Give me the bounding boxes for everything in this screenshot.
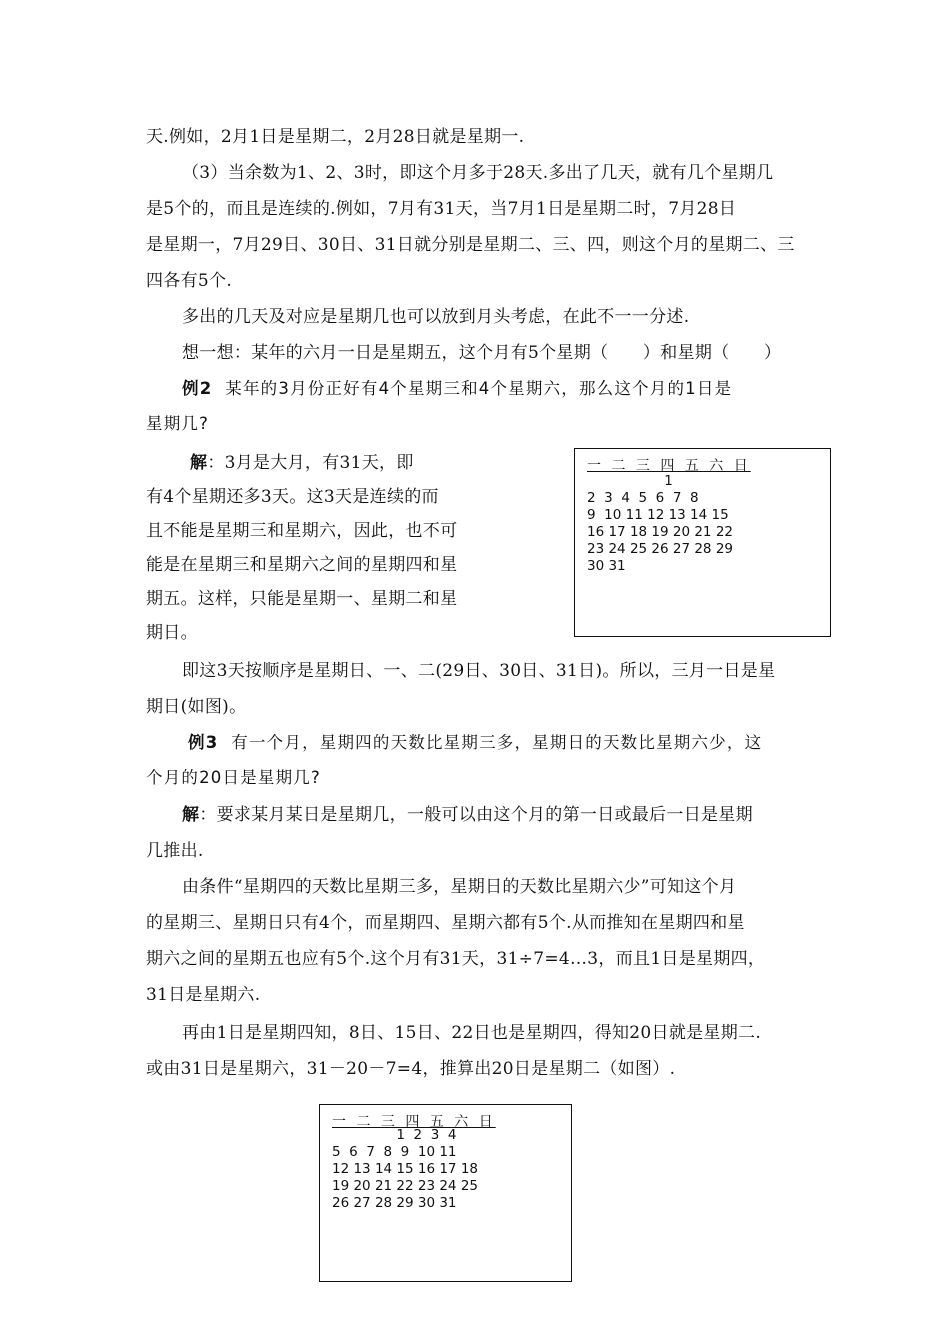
example-2-line xyxy=(182,378,732,400)
paragraph-line: 是星期一，7月29日、30日、31日就分别是星期二、三、四，则这个月的星期二、三 xyxy=(146,235,795,255)
example-3-line: 个月的20日是星期几? xyxy=(146,768,321,787)
paragraph-line: 四各有5个. xyxy=(146,271,233,291)
solution-3-line: 几推出. xyxy=(146,841,204,861)
solution-3-line xyxy=(182,804,753,826)
example-2-text: 某年的3月份正好有4个星期三和4个星期六，那么这个月的1日是 xyxy=(225,379,733,398)
example-3-line xyxy=(188,732,762,754)
calendar-row: 2 3 4 5 6 7 8 xyxy=(587,490,699,506)
solution-text: ：3月是大月，有31天，即 xyxy=(207,453,414,473)
paragraph-line: （3）当余数为1、2、3时，即这个月多于28天.多出了几天，就有几个星期几 xyxy=(182,163,774,183)
calendar-row: 23 24 25 26 27 28 29 xyxy=(587,541,733,557)
calendar-row: 1 2 3 4 xyxy=(332,1127,457,1143)
calendar-row: 16 17 18 19 20 21 22 xyxy=(587,524,733,540)
example-2-label: 例2 xyxy=(182,379,213,398)
solution-2-line: 且不能是星期三和星期六，因此，也不可 xyxy=(146,521,458,541)
solution-2-line: 能是在星期三和星期六之间的星期四和星 xyxy=(146,555,458,575)
solution-2-line: 期日(如图)。 xyxy=(146,697,247,717)
paragraph-line: 天.例如，2月1日是星期二，2月28日就是星期一. xyxy=(146,127,525,147)
solution-2-line xyxy=(190,452,414,474)
calendar-row: 30 31 xyxy=(587,558,626,574)
solution-2-line: 期日。 xyxy=(146,623,198,643)
solution-3-line: 由条件“星期四的天数比星期三多，星期日的天数比星期六少”可知这个月 xyxy=(182,877,737,897)
solution-text: ：要求某月某日是星期几，一般可以由这个月的第一日或最后一日是星期 xyxy=(199,805,753,825)
solution-2-line: 即这3天按顺序是星期日、一、二(29日、30日、31日)。所以，三月一日是星 xyxy=(182,661,776,681)
calendar-row: 12 13 14 15 16 17 18 xyxy=(332,1161,478,1177)
example-2-line: 星期几? xyxy=(146,414,210,433)
calendar-row: 9 10 11 12 13 14 15 xyxy=(587,507,729,523)
calendar-header: 一 二 三 四 五 六 日 xyxy=(332,1114,496,1130)
calendar-row: 26 27 28 29 30 31 xyxy=(332,1195,457,1211)
solution-3-line: 31日是星期六. xyxy=(146,985,261,1005)
think-question: 想一想：某年的六月一日是星期五，这个月有5个星期（ ）和星期（ ） xyxy=(182,343,782,363)
calendar-march xyxy=(574,448,831,637)
calendar-row: 19 20 21 22 23 24 25 xyxy=(332,1178,478,1194)
solution-3-line: 再由1日是星期四知，8日、15日、22日也是星期四，得知20日就是星期二. xyxy=(182,1023,762,1043)
solution-label: 解 xyxy=(182,805,200,825)
paragraph-line: 是5个的，而且是连续的.例如，7月有31天，当7月1日是星期二时，7月28日 xyxy=(146,199,737,219)
solution-3-line: 或由31日是星期六，31－20－7=4，推算出20日是星期二（如图）. xyxy=(146,1059,676,1079)
solution-3-line: 期六之间的星期五也应有5个.这个月有31天，31÷7=4…3，而且1日是星期四， xyxy=(146,949,766,969)
solution-3-line: 的星期三、星期日只有4个，而星期四、星期六都有5个.从而推知在星期四和星 xyxy=(146,913,745,933)
solution-label: 解 xyxy=(190,453,208,473)
calendar-example-3 xyxy=(319,1104,572,1282)
solution-2-line: 有4个星期还多3天。这3天是连续的而 xyxy=(146,487,439,507)
example-3-text: 有一个月，星期四的天数比星期三多，星期日的天数比星期六少，这 xyxy=(231,733,763,752)
calendar-row: 1 xyxy=(587,473,673,489)
calendar-row: 5 6 7 8 9 10 11 xyxy=(332,1144,457,1160)
example-3-label: 例3 xyxy=(188,733,219,752)
solution-2-line: 期五。这样，只能是星期一、星期二和星 xyxy=(146,589,458,609)
calendar-header: 一 二 三 四 五 六 日 xyxy=(587,458,751,474)
paragraph-line: 多出的几天及对应是星期几也可以放到月头考虑，在此不一一分述. xyxy=(182,307,690,327)
